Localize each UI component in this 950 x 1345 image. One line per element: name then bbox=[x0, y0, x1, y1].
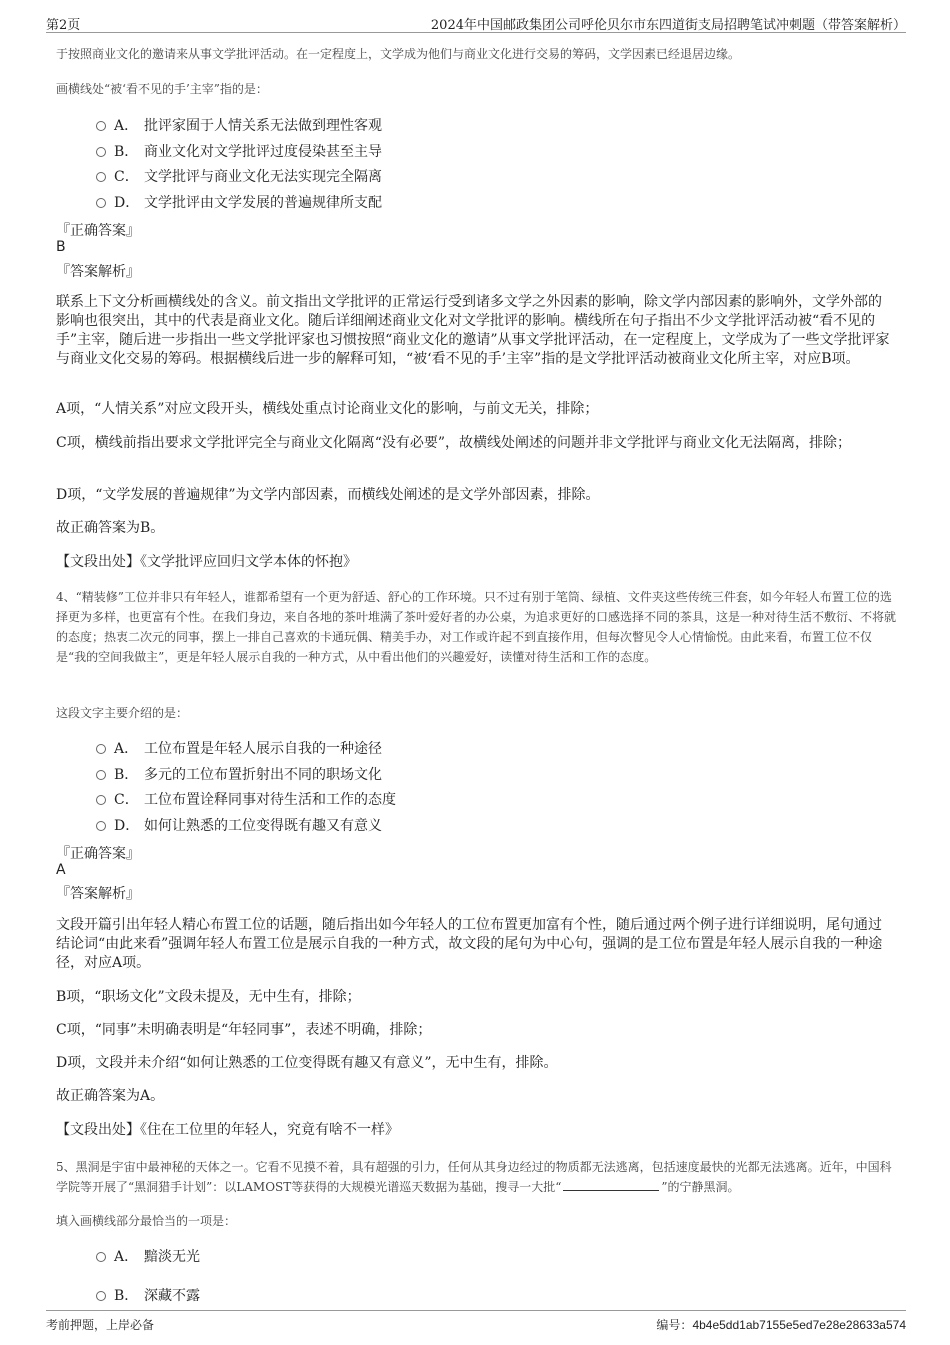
footer-slogan: 考前押题，上岸必备 bbox=[46, 1318, 155, 1332]
radio-icon[interactable] bbox=[96, 147, 106, 157]
q4-option-a[interactable]: A． 工位布置是年轻人展示自我的一种途径 bbox=[96, 738, 382, 760]
q3-passage-end: 于按照商业文化的邀请来从事文学批评活动。在一定程度上，文学成为他们与商业文化进行交易的筹码，文学因素已经退居边缘。 bbox=[56, 47, 741, 61]
radio-icon[interactable] bbox=[96, 770, 106, 780]
radio-icon[interactable] bbox=[96, 198, 106, 208]
q3-analysis-main: 联系上下文分析画横线处的含义。前文指出文学批评的正常运行受到诸多文学之外因素的影响，除文学内部因素的影响外，文学外部的影响也很突出，其中的代表是商业文化。随后详细阐述商业文化对文学批评的影响。横线所在句子指出不少文学批评活动被“看不见的手”主宰，随后进一步指出一些文学批评家也习惯按照“商业文化的邀请”从事文学批评活动，在一定程度上，文学成为了一些文学批评家与商业文化交易的筹码。根据横线后进一步的解释可知，“被‘看不见的手’主宰”指的是文学批评活动被商业文化所主宰，对应B项。 bbox=[56, 294, 890, 367]
q4-analysis-main: 文段开篇引出年轻人精心布置工位的话题，随后指出如今年轻人的工位布置更加富有个性，随后通过两个例子进行详细说明，尾句通过结论词“由此来看”强调年轻人布置工位是展示自我的一种方式，故文段的尾句为中心句，强调的是工位布置是年轻人展示自我的一种途径，对应A项。 bbox=[56, 917, 883, 971]
radio-icon[interactable] bbox=[96, 1252, 106, 1262]
q4-answer-label: 『正确答案』 bbox=[56, 846, 140, 862]
q5-option-b[interactable]: B． 深藏不露 bbox=[96, 1285, 200, 1307]
q3-option-c[interactable]: C． 文学批评与商业文化无法实现完全隔离 bbox=[96, 166, 382, 188]
q4-analysis-conclusion: 故正确答案为A。 bbox=[56, 1088, 165, 1104]
q4-analysis-c: C项，“同事”未明确表明是“年轻同事”，表述不明确，排除； bbox=[56, 1022, 432, 1038]
q4-passage: 4、“精装修”工位并非只有年轻人，谁都希望有一个更为舒适、舒心的工作环境。只不过有别于笔筒、绿植、文件夹这些传统三件套，如今年轻人布置工位的选择更为多样，也更富有个性。在我们身边，来自各地的茶叶堆满了茶叶爱好者的办公桌，为追求更好的口感选择不同的茶具，这是一种对待生活不敷衍、不将就的态度；热衷二次元的同事，摆上一排自己喜欢的卡通玩偶、精美手办，对工作或许起不到直接作用，但每次瞥见令人心情愉悦。由此来看，布置工位不仅是“我的空间我做主”，更是年轻人展示自我的一种方式，从中看出他们的兴趣爱好，读懂对待生活和工作的态度。 bbox=[56, 590, 897, 664]
q3-answer-label: 『正确答案』 bbox=[56, 223, 140, 239]
document-code: 编号：4b4e5dd1ab7155e5ed7e28e28633a574 bbox=[656, 1318, 906, 1332]
radio-icon[interactable] bbox=[96, 1291, 106, 1301]
q3-analysis-c: C项，横线前指出要求文学批评完全与商业文化隔离“没有必要”，故横线处阐述的问题并非文学批评与商业文化无法隔离，排除； bbox=[56, 435, 852, 451]
radio-icon[interactable] bbox=[96, 744, 106, 754]
radio-icon[interactable] bbox=[96, 795, 106, 805]
q3-source: 【文段出处】《文学批评应回归文学本体的怀抱》 bbox=[56, 554, 357, 570]
q5-option-a[interactable]: A． 黯淡无光 bbox=[96, 1246, 200, 1268]
q4-option-c[interactable]: C． 工位布置诠释同事对待生活和工作的态度 bbox=[96, 789, 396, 811]
q3-stem: 画横线处“被‘看不见的手’主宰”指的是： bbox=[56, 82, 268, 96]
q4-stem: 这段文字主要介绍的是： bbox=[56, 706, 189, 720]
q4-answer: A bbox=[56, 862, 66, 878]
q3-answer: B bbox=[56, 239, 66, 255]
page-number: 第2页 bbox=[46, 18, 81, 33]
page-footer bbox=[46, 1310, 906, 1335]
q3-option-d[interactable]: D． 文学批评由文学发展的普遍规律所支配 bbox=[96, 192, 382, 214]
q4-source: 【文段出处】《住在工位里的年轻人，究竟有啥不一样》 bbox=[56, 1122, 399, 1138]
q3-analysis-conclusion: 故正确答案为B。 bbox=[56, 520, 165, 536]
q3-option-b[interactable]: B． 商业文化对文学批评过度侵染甚至主导 bbox=[96, 141, 382, 163]
radio-icon[interactable] bbox=[96, 821, 106, 831]
q5-passage: 5、黑洞是宇宙中最神秘的天体之一。它看不见摸不着，具有超强的引力，任何从其身边经过的物质都无法逃离，包括速度最快的光都无法逃离。近年，中国科学院等开展了“黑洞猎手计划”：以LAMOST等获得的大规模光谱巡天数据为基础，搜寻一大批“ ”的宁静黑洞。 bbox=[56, 1160, 892, 1194]
q4-analysis-b: B项，“职场文化”文段未提及，无中生有，排除； bbox=[56, 989, 361, 1005]
radio-icon[interactable] bbox=[96, 172, 106, 182]
q4-option-d[interactable]: D． 如何让熟悉的工位变得既有趣又有意义 bbox=[96, 815, 382, 837]
q3-analysis-d: D项，“文学发展的普遍规律”为文学内部因素，而横线处阐述的是文学外部因素，排除。 bbox=[56, 487, 600, 503]
radio-icon[interactable] bbox=[96, 121, 106, 131]
q3-analysis-a: A项，“人情关系”对应文段开头，横线处重点讨论商业文化的影响，与前文无关，排除； bbox=[56, 401, 599, 417]
q4-analysis-d: D项，文段并未介绍“如何让熟悉的工位变得既有趣又有意义”，无中生有，排除。 bbox=[56, 1055, 558, 1071]
q4-option-b[interactable]: B． 多元的工位布置折射出不同的职场文化 bbox=[96, 764, 382, 786]
document-title: 2024年中国邮政集团公司呼伦贝尔市东四道街支局招聘笔试冲刺题（带答案解析） bbox=[430, 18, 906, 33]
q3-analysis-label: 『答案解析』 bbox=[56, 264, 140, 280]
q4-analysis-label: 『答案解析』 bbox=[56, 886, 140, 902]
page-header bbox=[46, 10, 906, 33]
q5-stem: 填入画横线部分最恰当的一项是： bbox=[56, 1214, 237, 1228]
q3-option-a[interactable]: A． 批评家囿于人情关系无法做到理性客观 bbox=[96, 115, 382, 137]
fill-blank bbox=[563, 1178, 659, 1191]
